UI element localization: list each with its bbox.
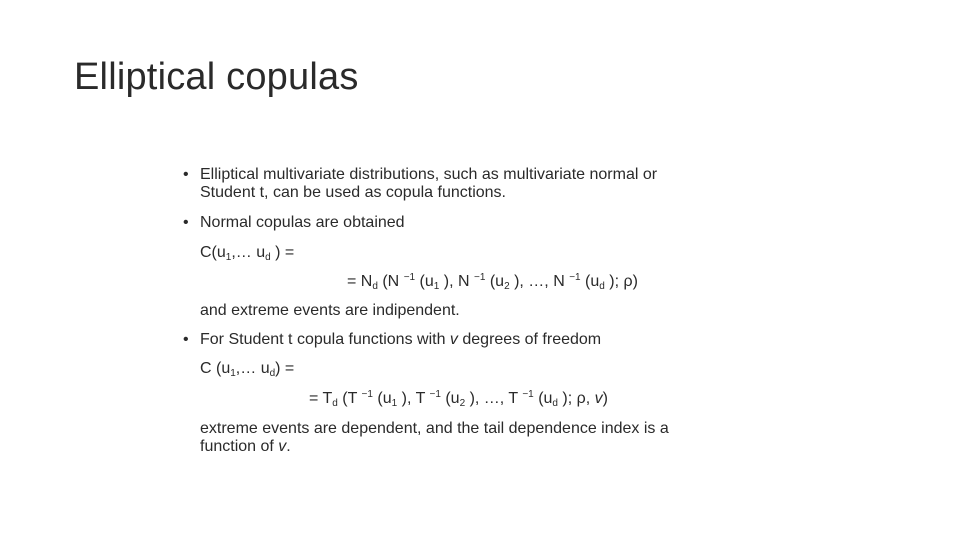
bullet-3-line-1: For Student t copula functions with v degrees of freedom (200, 331, 602, 348)
bullet-2-conclusion: and extreme events are indipendent. (200, 302, 460, 319)
bullet-marker-1: • (183, 166, 189, 183)
normal-copula-lhs: $C(u_1,\dots$ $u_d$ ) = (200, 244, 295, 263)
normal-copula-rhs: = $N_d$ (N $^{-1}$ ($u_1$ ), N $^{-1}$ ($u_2$ ), …, N $^{-1}$ ($u_d$ ); ρ) (347, 272, 638, 292)
bullet-3-conclusion-2: function of v. (200, 438, 291, 455)
slide-title: Elliptical copulas (74, 56, 359, 98)
student-copula-lhs: C ($u_1,\dots$ $u_d$) = (200, 360, 295, 379)
student-copula-rhs: = $T_d$ (T $^{-1}$ ($u_1$ ), T $^{-1}$ ($u_2$ ), …, T $^{-1}$ ($u_d$ ); ρ, v) (309, 389, 608, 409)
bullet-1-line-1: Elliptical multivariate distributions, such as multivariate normal or (200, 166, 658, 183)
bullet-3-conclusion-1: extreme events are dependent, and the tail dependence index is a (200, 420, 669, 437)
bullet-marker-2: • (183, 214, 189, 231)
bullet-1-line-2: Student t, can be used as copula functions. (200, 184, 506, 201)
bullet-marker-3: • (183, 331, 189, 348)
bullet-2-line-1: Normal copulas are obtained (200, 214, 405, 231)
